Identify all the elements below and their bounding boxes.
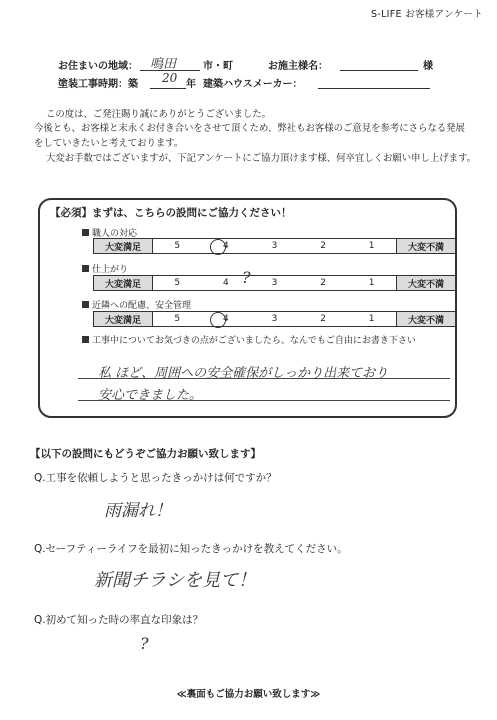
scale-numbers <box>153 312 396 326</box>
scale-2[interactable]: 2 <box>320 314 326 324</box>
scale-5[interactable]: 5 <box>174 314 181 324</box>
scale-1[interactable]: 1 <box>368 241 375 251</box>
rating-scale-craftsman[interactable] <box>93 238 456 254</box>
section2-title: 【以下の設問にもどうぞご協力お願い致します】 <box>30 448 261 460</box>
period-value: 20 <box>162 71 178 85</box>
scale-4[interactable]: 4 <box>223 314 229 324</box>
comment-text-line-1: 私 ほど、周囲への安全確保がしっかり出来ており <box>98 366 389 381</box>
question-impression: Q.初めて知った時の率直な印象は？ <box>34 614 204 626</box>
intro-line-2: 今後とも、お客様と末永くお付き合いをさせて頂くため、弊社もお客様のご意見を参考にさらなる発展 <box>34 123 465 134</box>
period-suffix: 年 <box>186 79 196 90</box>
rating-scale-finish[interactable] <box>93 275 456 291</box>
scale-1[interactable]: 1 <box>368 278 375 288</box>
question-label <box>82 298 191 311</box>
square-bullet-icon <box>82 301 89 308</box>
square-bullet-icon <box>82 229 89 236</box>
scale-5[interactable]: 5 <box>174 278 181 288</box>
area-value: 鳴田 <box>150 57 177 72</box>
answer-impression: ? <box>140 634 149 653</box>
question-trigger: Q.工事を依頼しようと思ったきっかけは何ですか？ <box>34 472 277 484</box>
intro-line-4: 大変お手数ではございますが、下記アンケートにご協力頂けます様、何卒宜しくお願い申し上げます。 <box>46 153 476 164</box>
scale-left-label: 大変満足 <box>94 276 153 290</box>
answer-discovery: 新聞チラシを見て！ <box>94 570 256 591</box>
scale-4[interactable]: 4 <box>223 278 229 288</box>
maker-label: 建築ハウスメーカー： <box>203 79 303 90</box>
maker-underline <box>318 88 430 89</box>
comment-rule-2 <box>78 400 450 401</box>
answer-trigger: 雨漏れ！ <box>104 501 172 521</box>
scale-right-label: 大変不満 <box>396 239 455 253</box>
scale-4[interactable]: 4 <box>223 241 229 251</box>
rating-scale-safety[interactable] <box>93 311 456 327</box>
selected-rating-circle-q1 <box>210 239 226 255</box>
question-label-text: 職人の対応 <box>92 229 138 239</box>
scale-1[interactable]: 1 <box>368 314 375 324</box>
required-title: 【必須】まずは、こちらの設問にご協力ください！ <box>50 207 292 219</box>
name-suffix: 様 <box>423 61 433 72</box>
period-label: 塗装工事時期：築 <box>58 79 138 90</box>
question-label-text: 仕上がり <box>92 265 129 275</box>
selected-rating-circle-q3 <box>210 312 226 328</box>
question-mark-note-q2: ? <box>242 268 251 287</box>
comment-label <box>82 333 416 346</box>
scale-numbers <box>153 239 396 253</box>
footer-note: ≪裏面もご協力お願い致します≫ <box>176 689 321 700</box>
scale-5[interactable]: 5 <box>174 241 181 251</box>
area-label: お住まいの地域： <box>58 61 138 72</box>
name-underline <box>340 70 418 71</box>
scale-3[interactable]: 3 <box>271 241 278 251</box>
scale-3[interactable]: 3 <box>271 314 278 324</box>
scale-left-label: 大変満足 <box>94 312 153 326</box>
comment-text-line-2: 安心できました。 <box>98 388 203 403</box>
scale-right-label: 大変不満 <box>396 276 455 290</box>
square-bullet-icon <box>82 265 89 272</box>
scale-right-label: 大変不満 <box>396 312 455 326</box>
scale-2[interactable]: 2 <box>320 278 326 288</box>
question-discovery: Q.セーフティーライフを最初に知ったきっかけを教えてください。 <box>34 543 348 555</box>
scale-3[interactable]: 3 <box>271 278 278 288</box>
scale-2[interactable]: 2 <box>320 241 326 251</box>
question-label-text: 近隣への配慮、安全管理 <box>92 301 192 311</box>
name-label: お施主様名： <box>268 61 328 72</box>
survey-brand-header: S-LIFE お客様アンケート <box>371 9 483 20</box>
question-label <box>82 262 128 275</box>
square-bullet-icon <box>82 336 89 343</box>
area-suffix: 市・町 <box>203 61 233 72</box>
period-underline <box>150 88 186 89</box>
comment-label-text: 工事中についてお気づきの点がございましたら、なんでもご自由にお書き下さい <box>92 336 416 346</box>
intro-line-3: をしていきたいと考えております。 <box>34 138 184 149</box>
intro-line-1: この度は、ご発注賜り誠にありがとうございました。 <box>46 109 272 120</box>
scale-left-label: 大変満足 <box>94 239 153 253</box>
scale-numbers <box>153 276 396 290</box>
comment-rule-1 <box>78 378 450 379</box>
